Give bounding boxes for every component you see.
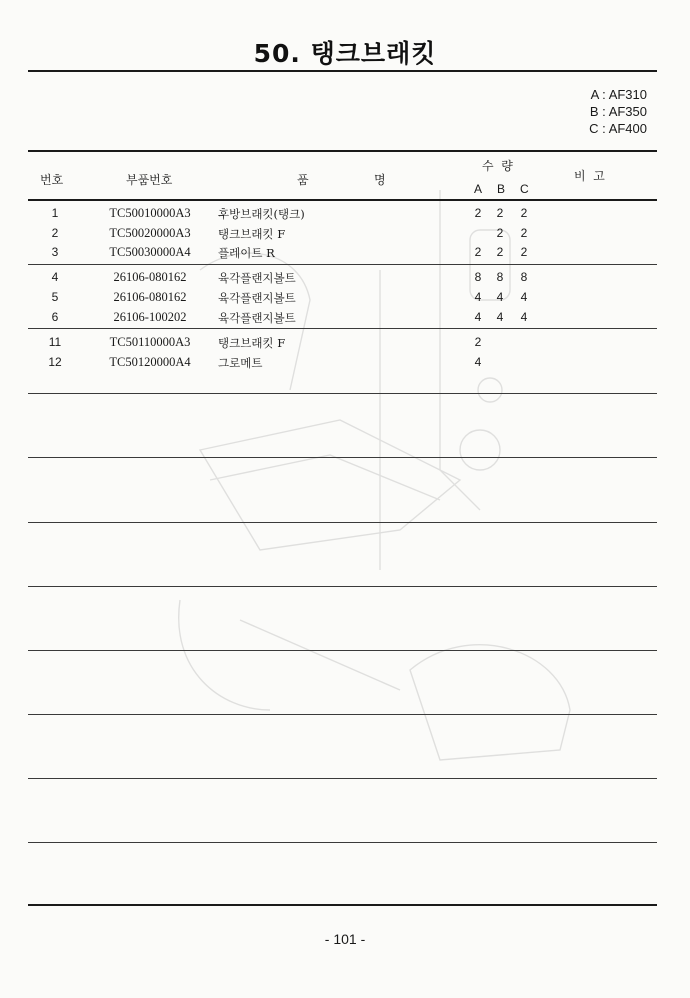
row-part-no: 26106-080162 <box>113 290 187 304</box>
row-part-no: TC50010000A3 <box>109 206 191 220</box>
blank-row-rule <box>28 714 657 715</box>
model-sep: : <box>602 104 606 119</box>
row-qty-b: 4 <box>496 290 504 304</box>
page-number: - 101 - <box>324 931 366 947</box>
model-sep: : <box>602 121 606 136</box>
row-name: 육각플랜지볼트 <box>218 291 296 305</box>
row-part-no: 26106-100202 <box>113 310 187 324</box>
table-row <box>0 226 690 245</box>
table-row <box>0 290 690 309</box>
row-qty-b: 2 <box>496 245 504 259</box>
row-name: 탱크브래킷 F <box>218 336 286 350</box>
blank-row-rule <box>28 393 657 394</box>
model-code: A <box>590 87 599 102</box>
model-name: AF350 <box>608 104 647 119</box>
row-qty-a: 2 <box>474 245 482 259</box>
header-qty-c: C <box>520 182 529 196</box>
model-name: AF400 <box>608 121 647 136</box>
table-bottom-rule <box>28 904 657 906</box>
row-qty-c: 2 <box>520 245 528 259</box>
blank-row-rule <box>28 457 657 458</box>
model-name: AF310 <box>608 87 647 102</box>
row-qty-a: 8 <box>474 270 482 284</box>
row-no: 2 <box>51 226 59 240</box>
header-part-no: 부품번호 <box>126 173 173 187</box>
row-no: 4 <box>51 270 59 284</box>
row-part-no: TC50020000A3 <box>109 226 191 240</box>
header-qty-a: A <box>474 182 483 196</box>
header-name-1: 품 <box>297 173 309 187</box>
header-name-2: 명 <box>374 173 386 187</box>
row-no: 1 <box>51 206 59 220</box>
row-name: 탱크브래킷 F <box>218 227 286 241</box>
row-qty-a: 4 <box>474 355 482 369</box>
blank-row-rule <box>28 650 657 651</box>
row-name: 후방브래킷(탱크) <box>218 207 305 221</box>
model-legend-a <box>589 86 647 103</box>
model-legend <box>589 86 647 137</box>
row-qty-a: 2 <box>474 206 482 220</box>
row-qty-c: 2 <box>520 206 528 220</box>
table-row <box>0 245 690 264</box>
row-qty-a: 4 <box>474 310 482 324</box>
blank-row-rule <box>28 586 657 587</box>
row-part-no: 26106-080162 <box>113 270 187 284</box>
row-qty-c: 4 <box>520 310 528 324</box>
row-qty-b: 2 <box>496 226 504 240</box>
table-top-rule <box>28 150 657 152</box>
row-name: 육각플랜지볼트 <box>218 311 296 325</box>
model-sep: : <box>602 87 606 102</box>
model-legend-b <box>589 103 647 120</box>
row-no: 3 <box>51 245 59 259</box>
row-part-no: TC50110000A3 <box>109 335 191 349</box>
blank-row-rule <box>28 522 657 523</box>
row-name: 플레이트 R <box>218 246 275 260</box>
row-qty-c: 2 <box>520 226 528 240</box>
table-row <box>0 335 690 354</box>
row-qty-b: 8 <box>496 270 504 284</box>
page-title: 50. 탱크브래킷 <box>253 39 437 68</box>
title-rule <box>28 70 657 72</box>
table-row <box>0 310 690 329</box>
header-remark: 비 고 <box>574 169 605 183</box>
table-row <box>0 355 690 374</box>
blank-row-rule <box>28 778 657 779</box>
model-legend-c <box>589 120 647 137</box>
row-no: 11 <box>48 335 62 349</box>
header-qty-b: B <box>497 182 506 196</box>
model-code: C <box>589 121 599 136</box>
row-part-no: TC50120000A4 <box>109 355 191 369</box>
row-qty-b: 2 <box>496 206 504 220</box>
row-no: 12 <box>48 355 62 369</box>
row-no: 5 <box>51 290 59 304</box>
row-name: 육각플랜지볼트 <box>218 271 296 285</box>
row-qty-b: 4 <box>496 310 504 324</box>
row-no: 6 <box>51 310 59 324</box>
model-code: B <box>589 104 599 119</box>
row-qty-c: 8 <box>520 270 528 284</box>
row-part-no: TC50030000A4 <box>109 245 191 259</box>
row-name: 그로메트 <box>218 356 263 370</box>
blank-row-rule <box>28 842 657 843</box>
group-divider <box>28 264 657 265</box>
table-row <box>0 206 690 225</box>
row-qty-a: 2 <box>474 335 482 349</box>
group-divider <box>28 328 657 329</box>
row-qty-a: 4 <box>474 290 482 304</box>
table-header-rule <box>28 199 657 201</box>
row-qty-c: 4 <box>520 290 528 304</box>
header-qty: 수 량 <box>482 159 513 173</box>
table-row <box>0 270 690 289</box>
header-no: 번호 <box>40 173 64 187</box>
